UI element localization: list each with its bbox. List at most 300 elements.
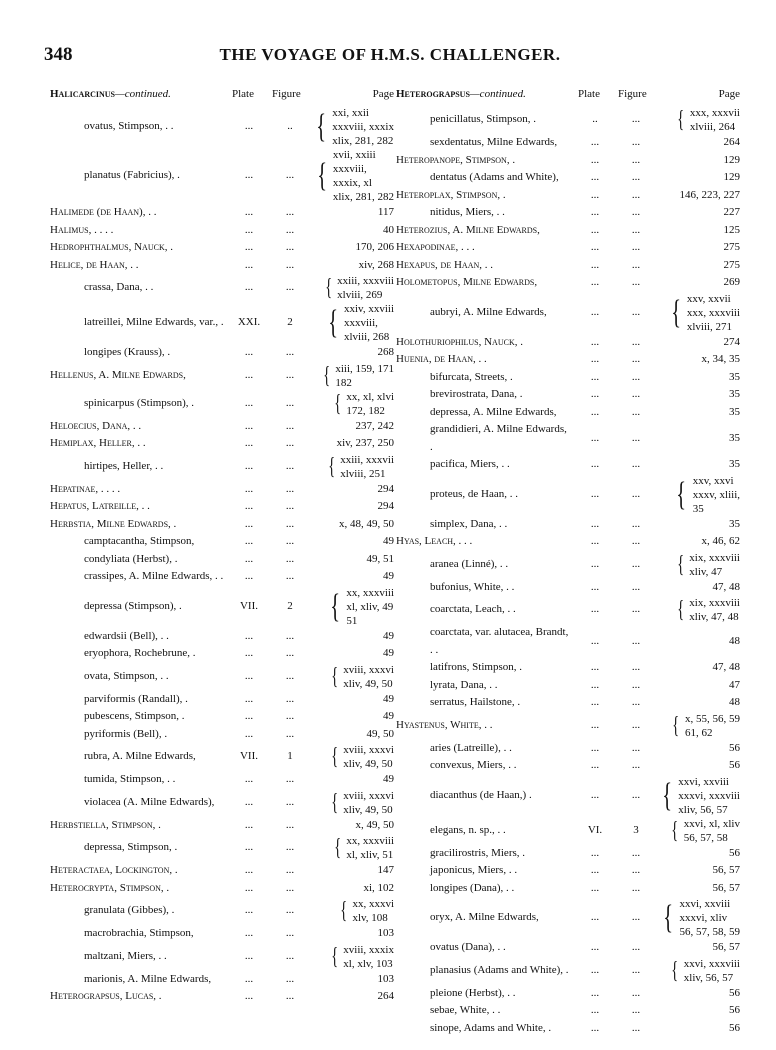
species-name: sinope, Adams and White, . <box>430 1021 552 1034</box>
genus-name: Herbstia, Milne Edwards, . <box>50 517 177 530</box>
page-ref-line: xlix, 281, 282 <box>332 191 394 203</box>
plate-cell: ... <box>590 941 600 953</box>
plate-cell: ... <box>244 120 254 133</box>
left-entry-list <box>50 106 394 1006</box>
species-name: rubra, A. Milne Edwards, <box>84 750 196 763</box>
page-ref: 48 <box>729 634 740 647</box>
page-cell <box>654 985 740 1003</box>
index-entry <box>396 292 740 334</box>
species-name: simplex, Dana, . . <box>430 517 508 530</box>
figure-cell: ... <box>285 419 295 432</box>
figure-cell: ... <box>285 570 295 582</box>
genus-name: Heloecius, Dana, . . <box>50 419 142 432</box>
page-ref: 47, 48 <box>712 661 740 673</box>
figure-cell: ... <box>631 276 641 288</box>
page-ref: 275 <box>723 258 740 271</box>
figure-cell: ... <box>285 773 295 785</box>
page-ref: 35 <box>729 388 740 400</box>
plate-cell: ... <box>244 459 254 472</box>
brace: { <box>334 390 342 417</box>
figure-cell: ... <box>285 396 295 409</box>
plate-cell: ... <box>590 517 600 530</box>
page-ref: 56 <box>729 759 740 771</box>
index-entry <box>50 663 394 691</box>
figure-cell: ... <box>285 990 295 1002</box>
page-cell <box>308 274 394 302</box>
genus-name: Heteroplax, Stimpson, . <box>396 188 506 201</box>
page-cell <box>308 362 394 390</box>
page-cell <box>308 645 394 663</box>
index-entry <box>396 456 740 474</box>
species-name: ovatus, Stimpson, . . <box>84 120 174 133</box>
plate-cell: ... <box>244 904 254 917</box>
page-ref: 146, 223, 227 <box>679 188 740 201</box>
page-ref: 56, 57 <box>712 941 740 953</box>
brace: { <box>330 587 341 625</box>
page-cell <box>308 481 394 499</box>
page-ref-line: xxxix, xl <box>332 177 372 189</box>
genus-name: Huenia, de Haan, . . <box>396 353 487 365</box>
figure-cell: ... <box>631 1021 641 1034</box>
species-name: elegans, n. sp., . . <box>430 823 506 836</box>
page-ref: xiv, 268 <box>358 258 394 271</box>
page-ref-line: 56, 57, 58 <box>683 831 728 844</box>
species-name: pleione (Herbst), . . <box>430 986 516 999</box>
species-name: penicillatus, Stimpson, . <box>430 113 537 126</box>
page-ref-line: xxxvi, xxxviii <box>678 789 740 802</box>
index-entry <box>396 386 740 404</box>
species-name: condyliata (Herbst), . <box>84 552 178 565</box>
plate-cell: ... <box>590 634 600 647</box>
index-entry <box>50 362 394 390</box>
page-ref: 56 <box>729 1004 740 1016</box>
figure-cell: ... <box>285 864 295 876</box>
continued-genus: Halicarcinus <box>50 88 116 100</box>
figure-cell: ... <box>631 678 641 691</box>
figure-cell: ... <box>631 171 641 183</box>
species-name: aubryi, A. Milne Edwards, <box>430 305 547 318</box>
brace: { <box>671 957 679 984</box>
plate-cell: ... <box>244 773 254 785</box>
species-name: brevirostrata, Dana, . <box>430 388 523 400</box>
plate-cell: ... <box>590 487 600 500</box>
species-name: ovatus (Dana), . . <box>430 941 506 953</box>
plate-cell: ... <box>590 580 600 593</box>
page-cell <box>308 834 394 862</box>
page-ref-line: xl, xliv, 51 <box>346 849 394 861</box>
figure-cell: ... <box>631 405 641 418</box>
page-cell <box>308 533 394 551</box>
figure-cell: ... <box>631 223 641 236</box>
page-ref: 264 <box>723 136 740 148</box>
figure-cell: ... <box>285 206 295 218</box>
brace: { <box>677 597 684 623</box>
species-name: parviformis (Randall), . <box>84 692 188 705</box>
plate-cell: ... <box>590 458 600 470</box>
species-name: serratus, Hailstone, . <box>430 696 521 708</box>
plate-cell: ... <box>244 727 254 740</box>
index-entry <box>50 691 394 709</box>
plate-cell: ... <box>590 741 600 754</box>
figure-cell: ... <box>631 603 641 616</box>
page-ref: 269 <box>723 276 740 288</box>
species-name: depressa, A. Milne Edwards, <box>430 405 557 418</box>
plate-cell: ... <box>590 963 600 976</box>
page-ref: 35 <box>729 458 740 470</box>
page-ref-line: xxvi, xxviii <box>679 898 731 910</box>
page-title: THE VOYAGE OF H.M.S. CHALLENGER. <box>219 45 561 64</box>
plate-cell: ... <box>244 692 254 705</box>
figure-cell: ... <box>631 335 641 348</box>
brace: { <box>324 275 332 301</box>
figure-cell: ... <box>631 370 641 383</box>
species-name: oryx, A. Milne Edwards, <box>430 911 539 924</box>
plate-cell: ... <box>244 281 254 294</box>
page-cell <box>654 677 740 695</box>
plate-cell: ... <box>590 986 600 999</box>
plate-cell: ... <box>590 153 600 166</box>
figure-cell: ... <box>631 788 641 801</box>
page-ref: 227 <box>723 206 740 218</box>
index-entry <box>50 771 394 789</box>
figure-cell: ... <box>285 535 295 547</box>
plate-cell: ... <box>590 353 600 365</box>
plate-cell: ... <box>244 482 254 495</box>
page-ref: x, 49, 50 <box>355 818 394 831</box>
page-ref: 49 <box>383 535 394 547</box>
species-name: hirtipes, Heller, . . <box>84 459 164 472</box>
plate-cell: ... <box>244 710 254 722</box>
plate-cell: VI. <box>587 823 603 836</box>
index-entry <box>396 659 740 677</box>
figure-cell: ... <box>631 986 641 999</box>
species-name: coarctata, var. alutacea, Brandt, . . <box>430 626 569 656</box>
plate-cell: ... <box>590 223 600 236</box>
plate-cell: ... <box>244 223 254 236</box>
page-ref: x, 34, 35 <box>701 353 740 365</box>
brace: { <box>323 362 331 389</box>
index-entry <box>396 404 740 422</box>
figure-cell: ... <box>631 113 641 126</box>
page-ref: 49 <box>383 629 394 642</box>
page-cell <box>308 516 394 534</box>
index-entry <box>396 880 740 898</box>
species-name: convexus, Miers, . . <box>430 759 517 771</box>
figure-cell: ... <box>285 368 295 381</box>
page-cell <box>308 897 394 925</box>
index-entry <box>396 579 740 597</box>
genus-name: Hedrophthalmus, Nauck, . <box>50 241 173 253</box>
index-entry <box>50 817 394 835</box>
figure-cell: ... <box>631 881 641 894</box>
figure-cell: ... <box>285 258 295 271</box>
figure-cell: ... <box>631 153 641 166</box>
index-entry <box>396 334 740 352</box>
brace: { <box>672 712 680 739</box>
plate-cell: ... <box>590 696 600 708</box>
page-ref-line: xviii, xxxvi <box>343 744 394 756</box>
species-name: longipes (Krauss), . <box>84 346 171 358</box>
index-entry <box>50 533 394 551</box>
page-ref: 56, 57 <box>712 881 740 894</box>
plate-cell: ... <box>590 305 600 318</box>
page-ref: 48 <box>729 696 740 708</box>
page-ref-line: 61, 62 <box>685 726 713 739</box>
species-name: latreillei, Milne Edwards, var., . <box>84 316 224 329</box>
page-ref-line: xiii, 159, 171 <box>335 362 394 375</box>
plate-cell: ... <box>244 990 254 1002</box>
figure-cell: ... <box>631 580 641 593</box>
page-ref-line: xxvi, xl, xliv <box>683 817 740 830</box>
species-name: marionis, A. Milne Edwards, <box>84 972 212 985</box>
figure-cell: ... <box>631 741 641 754</box>
plate-cell: ... <box>590 881 600 894</box>
page-cell <box>308 771 394 789</box>
plate-cell: ... <box>244 258 254 271</box>
index-entry <box>396 351 740 369</box>
figure-cell: ... <box>631 759 641 771</box>
index-entry <box>396 421 740 456</box>
figure-cell: ... <box>631 458 641 470</box>
page-cell <box>308 988 394 1006</box>
plate-cell: ... <box>244 669 254 682</box>
page-ref: 56 <box>729 741 740 754</box>
species-name: bifurcata, Streets, . <box>430 370 513 383</box>
genus-name: Heteractaea, Lockington, . <box>50 864 178 876</box>
species-name: camptacantha, Stimpson, <box>84 535 195 547</box>
continued-genus: Heterograpsus <box>396 88 470 100</box>
page-ref: 129 <box>723 153 740 166</box>
page-ref: 49 <box>383 710 394 722</box>
page-cell <box>654 694 740 712</box>
figure-cell: ... <box>285 459 295 472</box>
plate-cell: VII. <box>239 599 259 612</box>
page-cell <box>308 106 394 148</box>
genus-name: Hepatinae, . . . . <box>50 482 121 495</box>
species-name: pyriformis (Bell), . <box>84 727 168 740</box>
page-ref: 49 <box>383 647 394 659</box>
species-name: maltzani, Miers, . . <box>84 949 167 962</box>
plate-cell: ... <box>590 759 600 771</box>
figure-cell: ... <box>285 727 295 740</box>
plate-cell: ... <box>590 718 600 731</box>
species-name: depressa, Stimpson, . <box>84 841 178 854</box>
page-cell <box>654 740 740 758</box>
index-entry <box>50 344 394 362</box>
plate-cell: ... <box>590 188 600 201</box>
figure-cell: ... <box>285 169 295 182</box>
index-entry <box>50 551 394 569</box>
index-entry <box>396 106 740 134</box>
page-ref-line: xlviii, 264 <box>689 121 736 133</box>
index-entry <box>396 169 740 187</box>
species-name: edwardsii (Bell), . . <box>84 629 169 642</box>
plate-cell: ... <box>244 535 254 547</box>
figure-cell: ... <box>285 795 295 808</box>
page-ref: 129 <box>723 171 740 183</box>
page-ref: 268 <box>377 346 394 358</box>
index-entry <box>396 757 740 775</box>
species-name: spinicarpus (Stimpson), . <box>84 396 194 409</box>
species-name: japonicus, Miers, . . <box>430 864 518 876</box>
plate-cell: ... <box>244 927 254 939</box>
index-entry <box>50 222 394 240</box>
figure-cell: ... <box>285 223 295 236</box>
page-ref: x, 48, 49, 50 <box>339 517 394 530</box>
plate-cell: ... <box>590 258 600 271</box>
figure-cell: ... <box>631 1004 641 1016</box>
page-ref: 49 <box>383 692 394 705</box>
plate-heading: Plate <box>232 88 254 100</box>
page-cell <box>308 943 394 971</box>
page-ref: 49, 50 <box>366 727 394 740</box>
plate-cell: ... <box>244 647 254 659</box>
plate-cell: ... <box>244 346 254 358</box>
plate-cell: ... <box>244 795 254 808</box>
page-cell <box>654 712 740 740</box>
page-cell <box>654 430 740 448</box>
species-name: gracilirostris, Miers, . <box>430 846 526 859</box>
species-name: lyrata, Dana, . . <box>430 678 498 691</box>
page-ref-line: 56, 57, 58, 59 <box>679 926 740 938</box>
index-entry <box>396 1002 740 1020</box>
index-entry <box>50 516 394 534</box>
page-ref-line: xxx, xxxvii <box>689 107 740 119</box>
page-ref-line: xxiv, xxviii <box>343 303 394 315</box>
page-ref-line: xliv, 49, 50 <box>343 758 393 770</box>
page-cell <box>308 586 394 628</box>
figure-cell: ... <box>631 517 641 530</box>
page-cell <box>654 845 740 863</box>
page-cell <box>654 292 740 334</box>
genus-name: Hexapus, de Haan, . . <box>396 258 494 271</box>
index-entry <box>50 302 394 344</box>
page-ref: 294 <box>377 482 394 495</box>
index-entry <box>396 985 740 1003</box>
page-ref-line: xlviii, 268 <box>343 331 390 343</box>
brace: { <box>662 776 672 814</box>
plate-cell: XXI. <box>237 316 261 329</box>
page-ref: x, 46, 62 <box>701 535 740 547</box>
figure-cell: ... <box>285 904 295 917</box>
figure-cell: ... <box>285 552 295 565</box>
figure-cell: ... <box>285 500 295 512</box>
page-cell <box>654 880 740 898</box>
figure-cell: 3 <box>633 823 639 836</box>
page-heading: Page <box>372 88 394 100</box>
plate-cell: ... <box>590 206 600 218</box>
species-name: planatus (Fabricius), . <box>84 169 180 182</box>
index-entry <box>50 148 394 204</box>
brace: { <box>327 453 335 480</box>
index-entry <box>50 568 394 586</box>
plate-cell: ... <box>590 1021 600 1034</box>
page-cell <box>654 957 740 985</box>
page-cell <box>654 106 740 134</box>
left-column-header <box>50 86 394 106</box>
page-ref: 170, 206 <box>355 241 394 253</box>
page-ref-line: xxiii, xxxviii <box>337 275 394 287</box>
brace: { <box>334 835 342 861</box>
page-ref: xiv, 237, 250 <box>336 437 394 449</box>
page-cell <box>654 169 740 187</box>
continued-label: —continued. <box>469 88 526 100</box>
plate-cell: ... <box>244 419 254 432</box>
index-entry <box>50 645 394 663</box>
page-ref: 103 <box>377 927 394 939</box>
page-cell <box>308 302 394 344</box>
page-cell <box>308 453 394 481</box>
figure-cell: ... <box>631 487 641 500</box>
page-cell <box>654 187 740 205</box>
page-ref: 49, 51 <box>366 552 394 565</box>
page-ref-line: xl, xliv, 49 <box>346 600 394 613</box>
species-name: ovata, Stimpson, . . <box>84 669 169 682</box>
plate-cell: ... <box>244 368 254 381</box>
page-ref: 274 <box>723 335 740 348</box>
page-cell <box>308 204 394 222</box>
index-entry <box>50 708 394 726</box>
page-cell <box>308 568 394 586</box>
page-ref: 35 <box>729 370 740 383</box>
index-entry <box>396 187 740 205</box>
index-entry <box>50 204 394 222</box>
figure-cell: 2 <box>287 316 293 329</box>
figure-heading: Figure <box>618 88 647 100</box>
page-cell <box>654 152 740 170</box>
genus-name: Holometopus, Milne Edwards, <box>396 276 538 288</box>
plate-cell: ... <box>244 629 254 642</box>
brace: { <box>331 943 338 970</box>
genus-name: Heterocrypta, Stimpson, . <box>50 881 170 894</box>
plate-cell: ... <box>590 335 600 348</box>
page-cell <box>654 134 740 152</box>
plate-cell: ... <box>590 1004 600 1016</box>
page-ref: 56, 57 <box>712 864 740 876</box>
index-entry <box>50 586 394 628</box>
page-ref-line: xlv, 108 <box>352 912 388 924</box>
page-cell <box>308 435 394 453</box>
figure-cell: ... <box>631 431 641 444</box>
index-entry <box>396 516 740 534</box>
species-name: depressa (Stimpson), . <box>84 599 182 612</box>
species-name: sebae, White, . . <box>430 1004 501 1016</box>
page-cell <box>654 369 740 387</box>
plate-cell: ... <box>244 552 254 565</box>
index-entry <box>396 257 740 275</box>
brace: { <box>316 157 327 194</box>
index-entry <box>396 1020 740 1038</box>
page-cell <box>654 334 740 352</box>
index-entry <box>396 551 740 579</box>
page-cell <box>308 551 394 569</box>
page-cell <box>308 498 394 516</box>
index-entry <box>50 435 394 453</box>
page-ref-line: xliv, 49, 50 <box>343 677 393 690</box>
page-cell <box>654 775 740 817</box>
figure-cell: ... <box>631 661 641 673</box>
page-ref-line: xx, xxxviii <box>346 835 394 847</box>
index-entry <box>396 939 740 957</box>
page-ref-line: xx, xxxvi <box>352 898 394 910</box>
page-ref-line: xxxv, xliii, <box>692 488 740 501</box>
species-name: latifrons, Stimpson, . <box>430 661 522 673</box>
figure-cell: ... <box>285 517 295 530</box>
page-cell <box>308 628 394 646</box>
page-ref-line: xlix, 281, 282 <box>332 135 394 147</box>
species-name: coarctata, Leach, . . <box>430 603 516 616</box>
brace: { <box>677 551 684 578</box>
